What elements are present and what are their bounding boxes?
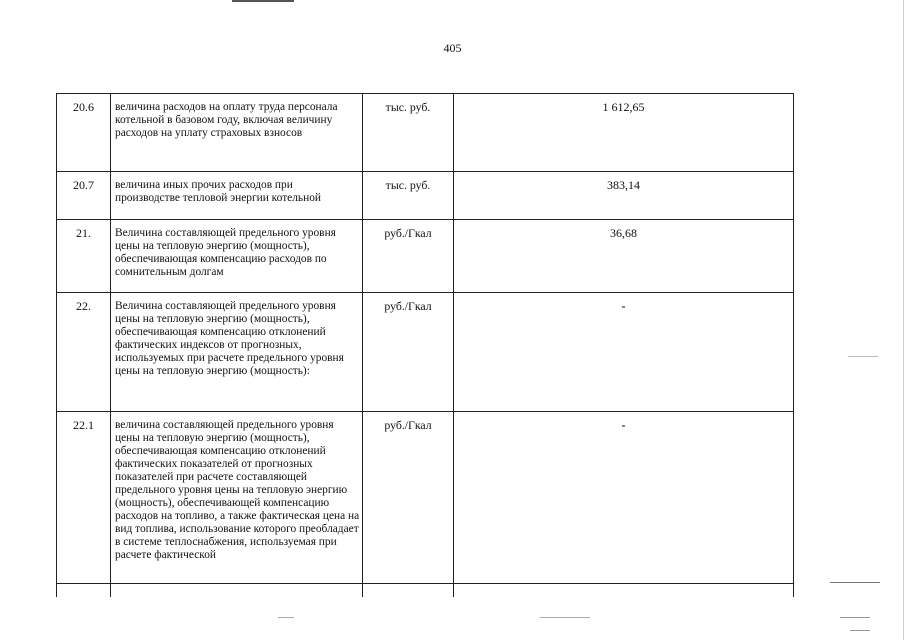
page-number: 405 [443,41,462,55]
scan-page-border [903,0,904,640]
scan-noise [540,617,590,618]
row-unit: руб./Гкал [363,293,454,412]
scan-noise [840,617,870,618]
scan-edge-mark [232,0,294,2]
row-value: 36,68 [454,220,794,293]
table-row [57,293,794,412]
row-unit: руб./Гкал [363,220,454,293]
row-description-text: величина составляющей предельного уровня цены на тепловую энергию (мощность), обеспечивающая компенсацию отклонений фактических показателей от прогнозных показателей при расчете составляющей предельного уровня цены на тепловую энергию (мощность), обеспечивающей компенсацию расходов на топливо, а также фактическая цена на вид топлива, использование которого преобладает в системе теплоснабжения, используемая при расчете фактической [115,419,360,561]
row-value: 383,14 [454,172,794,220]
row-number: 22.1 [57,412,111,598]
row-description: величина расходов на оплату труда персонала котельной в базовом году, включая величину расходов на уплату страховых взносов [111,94,363,172]
empty-value-dash: - [621,299,626,313]
scan-noise [848,356,878,357]
table-row [57,94,794,172]
row-number: 20.7 [57,172,111,220]
table-row [57,412,794,598]
row-number: 22. [57,293,111,412]
row-unit: тыс. руб. [363,172,454,220]
scan-noise [830,582,880,583]
table-row [57,220,794,293]
scan-noise [278,617,294,618]
row-value [454,293,794,412]
table-row [57,172,794,220]
row-description: Величина составляющей предельного уровня цены на тепловую энергию (мощность), обеспечивающая компенсацию расходов по сомнительным долгам [111,220,363,293]
scan-noise [850,630,870,631]
row-value: 1 612,65 [454,94,794,172]
row-description [111,412,363,598]
table-cut-line [56,583,793,584]
row-description: Величина составляющей предельного уровня цены на тепловую энергию (мощность), обеспечивающая компенсацию отклонений фактических индексов от прогнозных, используемых при расчете предельного уровня цены на тепловую энергию (мощность): [111,293,363,412]
row-unit: тыс. руб. [363,94,454,172]
row-value [454,412,794,598]
tariff-table [56,93,794,597]
row-unit: руб./Гкал [363,412,454,598]
empty-value-dash: - [621,418,626,432]
row-description: величина иных прочих расходов при производстве тепловой энергии котельной [111,172,363,220]
row-number: 20.6 [57,94,111,172]
row-number: 21. [57,220,111,293]
